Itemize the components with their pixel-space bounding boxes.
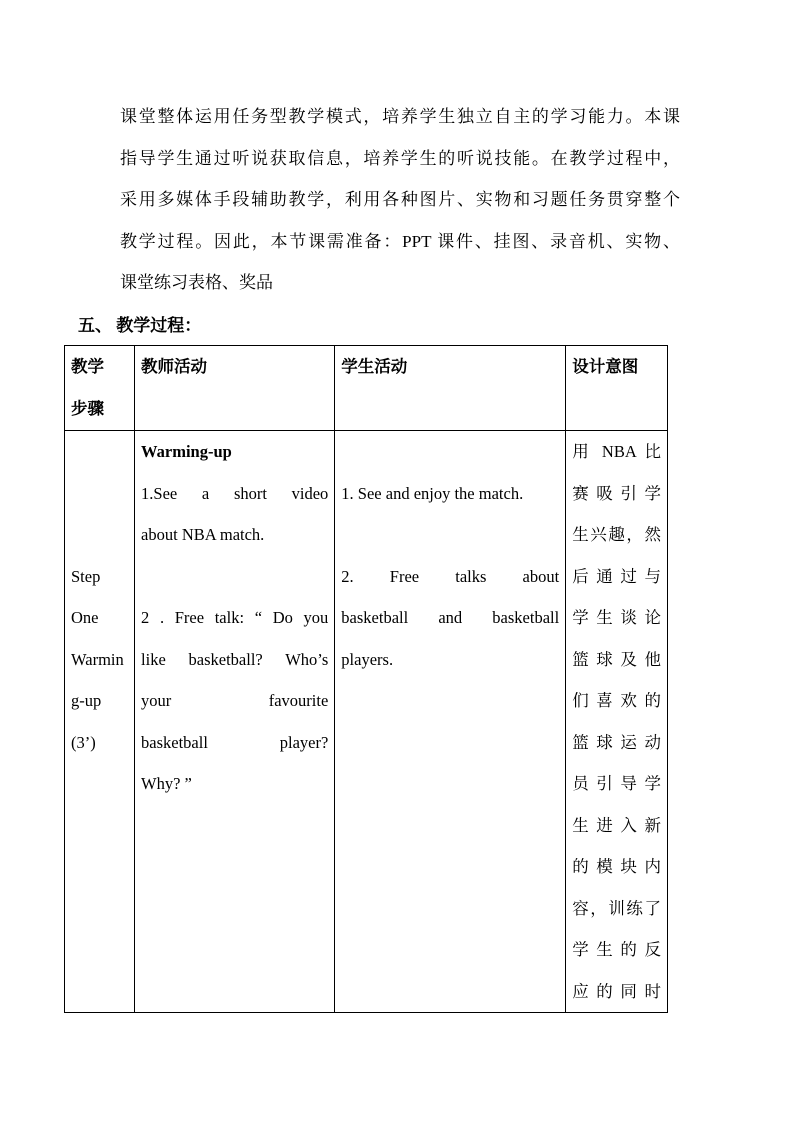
teacher-activity-line: 1.See a short video — [141, 483, 329, 503]
header-design-intent: 设计意图 — [566, 346, 668, 431]
header-step — [65, 346, 135, 431]
table-header-row — [65, 346, 668, 431]
intent-line: 的模块内 — [572, 857, 661, 876]
intent-line: 生兴趣，然 — [572, 525, 661, 544]
step-line: (3’) — [71, 732, 96, 752]
paragraph-line: 指导学生通过听说获取信息，培养学生的听说技能。在教学过程中， — [120, 148, 680, 168]
intro-paragraph — [120, 96, 680, 304]
student-activity-line: 2. Free talks about — [341, 566, 560, 586]
intent-line: 后通过与 — [572, 566, 661, 586]
teacher-activity-line: basketball player? — [141, 732, 329, 752]
intent-line: 容，训练了 — [572, 898, 661, 918]
header-student-activity: 学生活动 — [335, 346, 566, 431]
intent-line: 篮球及他 — [572, 649, 661, 669]
teacher-activity-line: Why? ” — [141, 774, 192, 793]
teacher-activity-cell — [135, 431, 335, 1013]
teacher-activity-line: like basketball? Who’s — [141, 649, 329, 669]
step-line: Step — [71, 566, 101, 586]
step-line: Warmin — [71, 649, 124, 669]
teacher-activity-line: about NBA match. — [141, 525, 265, 544]
teacher-activity-title: Warming-up — [141, 442, 232, 461]
step-cell — [65, 431, 135, 1013]
intent-line: 赛吸引学 — [572, 483, 661, 503]
step-line: g-up — [71, 691, 102, 710]
table-row — [65, 431, 668, 1013]
teaching-process-table — [64, 345, 668, 1013]
intent-line: 员引导学 — [572, 774, 661, 793]
teacher-activity-line: your favourite — [141, 691, 329, 710]
intent-line: 学生的反 — [572, 940, 661, 959]
teacher-activity-line: 2 . Free talk: “ Do you — [141, 608, 329, 627]
paragraph-line: 课堂整体运用任务型教学模式，培养学生独立自主的学习能力。本课 — [120, 107, 680, 126]
student-activity-line: players. — [341, 649, 394, 669]
paragraph-line: 采用多媒体手段辅助教学，利用各种图片、实物和习题任务贯穿整个 — [120, 190, 680, 209]
intent-line: 用 NBA 比 — [572, 442, 661, 461]
student-activity-line: 1. See and enjoy the match. — [341, 483, 524, 503]
paragraph-line: 课堂练习表格、奖品 — [120, 273, 273, 292]
step-line: One — [71, 608, 99, 627]
header-step-line: 步骤 — [71, 398, 104, 418]
section-heading: 五、 教学过程： — [78, 316, 202, 335]
paragraph-line: 教学过程。因此，本节课需准备：PPT 课件、挂图、录音机、实物、 — [120, 231, 680, 251]
student-activity-cell — [335, 431, 566, 1013]
design-intent-cell — [566, 431, 668, 1013]
header-step-line: 教学 — [71, 357, 104, 376]
intent-line: 学生谈论 — [572, 608, 661, 627]
intent-line: 应的同时 — [572, 981, 661, 1001]
intent-line: 们喜欢的 — [572, 691, 661, 710]
header-teacher-activity: 教师活动 — [135, 346, 335, 431]
student-activity-line: basketball and basketball — [341, 608, 560, 627]
intent-line: 生进入新 — [572, 815, 661, 835]
intent-line: 篮球运动 — [572, 732, 661, 752]
